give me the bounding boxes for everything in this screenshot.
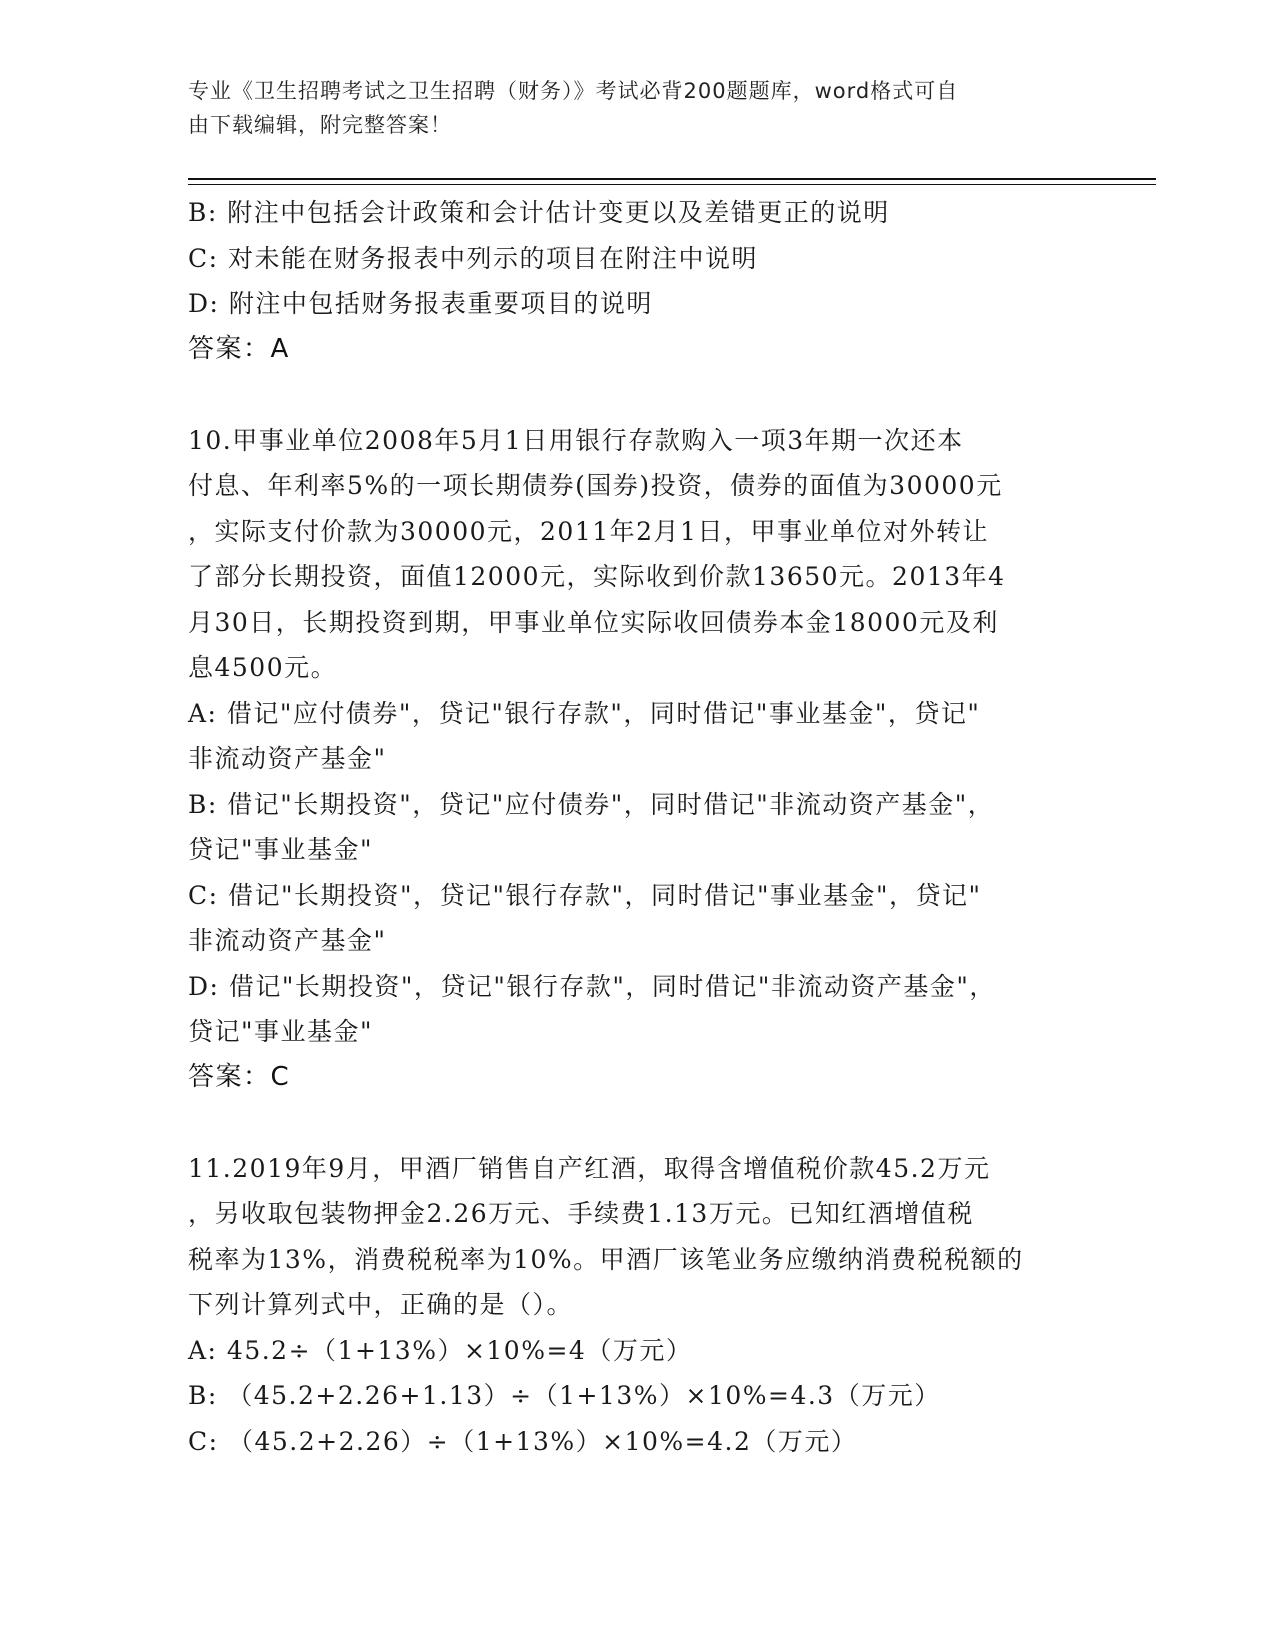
q10-option-b: B: 借记"长期投资"，贷记"应付债券"，同时借记"非流动资产基金"， (188, 789, 995, 819)
q10-stem-line: ，实际支付价款为30000元，2011年2月1日，甲事业单位对外转让 (188, 516, 989, 546)
q10-stem-line: 10.甲事业单位2008年5月1日用银行存款购入一项3年期一次还本 (188, 425, 964, 455)
spacer (188, 1100, 1078, 1146)
header-rule-thin (188, 184, 1156, 185)
q11-stem-line: 税率为13%，消费税税率为10%。甲酒厂该笔业务应缴纳消费税税额的 (188, 1244, 1024, 1274)
q9-answer: 答案：A (188, 333, 290, 364)
q11-option-c: C: （45.2+2.26）÷（1+13%）×10%=4.2（万元） (188, 1426, 858, 1456)
q11-stem-line: 下列计算列式中，正确的是（）。 (188, 1290, 574, 1319)
q9-option-c: C: 对未能在财务报表中列示的项目在附注中说明 (188, 243, 758, 273)
q10-option-b-cont: 贷记"事业基金" (188, 835, 373, 864)
q11-stem-line: 11.2019年9月，甲酒厂销售自产红酒，取得含增值税价款45.2万元 (188, 1153, 991, 1183)
q10-answer: 答案：C (188, 1061, 291, 1092)
q11-option-a: A: 45.2÷（1+13%）×10%=4（万元） (188, 1335, 693, 1365)
q11-stem-line: ，另收取包装物押金2.26万元、手续费1.13万元。已知红酒增值税 (188, 1199, 974, 1228)
header-rule-thick (188, 178, 1156, 180)
header-line-1: 专业《卫生招聘考试之卫生招聘（财务）》考试必背200题题库，word格式可自 (188, 79, 959, 103)
q10-option-c: C: 借记"长期投资"，贷记"银行存款"，同时借记"事业基金"，贷记" (188, 880, 982, 910)
q10-stem-line: 息4500元。 (188, 653, 338, 682)
q10-stem-line: 了部分长期投资，面值12000元，实际收到价款13650元。2013年4 (188, 562, 1006, 591)
q10-option-d: D: 借记"长期投资"，贷记"银行存款"，同时借记"非流动资产基金"， (188, 971, 996, 1001)
spacer (188, 372, 1078, 418)
q10-option-d-cont: 贷记"事业基金" (188, 1017, 373, 1046)
q9-option-d: D: 附注中包括财务报表重要项目的说明 (188, 289, 653, 318)
question-body (188, 190, 1078, 1464)
q10-stem-line: 月30日，长期投资到期，甲事业单位实际收回债券本金18000元及利 (188, 607, 999, 637)
document-header (188, 74, 1068, 142)
q10-option-a-cont: 非流动资产基金" (188, 744, 387, 773)
q11-option-b: B: （45.2+2.26+1.13）÷（1+13%）×10%=4.3（万元） (188, 1381, 941, 1410)
q9-option-b: B: 附注中包括会计政策和会计估计变更以及差错更正的说明 (188, 198, 890, 227)
q10-option-c-cont: 非流动资产基金" (188, 926, 387, 955)
q10-option-a: A: 借记"应付债券"，贷记"银行存款"，同时借记"事业基金"，贷记" (188, 698, 981, 728)
header-line-2: 由下载编辑，附完整答案！ (188, 113, 452, 137)
q10-stem-line: 付息、年利率5%的一项长期债券(国券)投资，债券的面值为30000元 (188, 471, 1003, 500)
